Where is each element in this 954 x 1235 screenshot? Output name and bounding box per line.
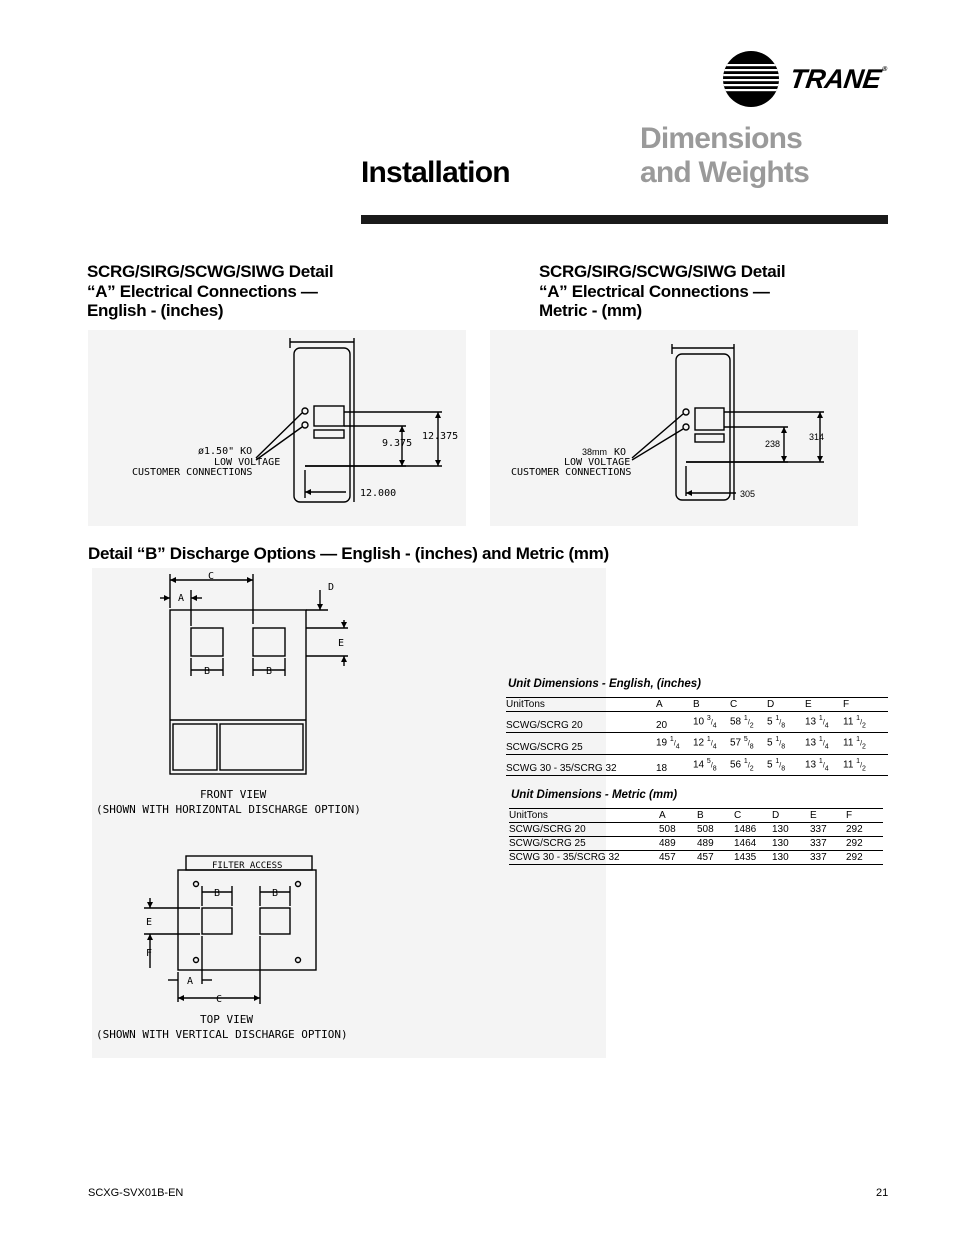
top-view-caption: TOP VIEW bbox=[200, 1013, 253, 1026]
figure-a-metric-title: SCRG/SIRG/SCWG/SIWG Detail “A” Electrical Connections — Metric - (mm) bbox=[539, 262, 786, 320]
table-cell: 130 bbox=[772, 838, 789, 849]
customer-connections-label: CUSTOMER CONNECTIONS bbox=[132, 467, 253, 478]
customer-connections-label: CUSTOMER CONNECTIONS bbox=[511, 467, 632, 478]
header-cell: F bbox=[843, 699, 850, 710]
low-voltage-label: LOW VOLTAGE bbox=[564, 457, 631, 468]
dim-bottom: 305 bbox=[740, 489, 756, 499]
table-cell: 337 bbox=[810, 838, 827, 849]
table-row bbox=[509, 837, 883, 851]
header-cell: F bbox=[846, 810, 853, 821]
header-cell: B bbox=[693, 699, 700, 710]
table-english-header-row bbox=[506, 698, 888, 712]
header-cell: UnitTons bbox=[506, 699, 545, 710]
figure-a-english-drawing bbox=[88, 330, 466, 526]
dim-outer: 314 bbox=[809, 432, 825, 442]
footer-page-number: 21 bbox=[876, 1187, 889, 1199]
table-cell: 57 $^5/_8$ bbox=[730, 736, 754, 751]
table-row bbox=[506, 754, 888, 775]
table-row bbox=[509, 851, 883, 865]
front-view-caption: FRONT VIEW bbox=[200, 788, 267, 801]
dim-inner: 238 bbox=[765, 439, 781, 449]
table-cell: 292 bbox=[846, 852, 863, 863]
header-cell: A bbox=[659, 810, 666, 821]
top-view-subcaption: (SHOWN WITH VERTICAL DISCHARGE OPTION) bbox=[96, 1028, 348, 1041]
chapter-title: Installation bbox=[361, 156, 510, 189]
header-cell: UnitTons bbox=[509, 810, 548, 821]
table-cell: 56 $^1/_2$ bbox=[730, 757, 754, 772]
table-cell: 12 $^1/_4$ bbox=[693, 736, 717, 751]
table-cell: 5 $^1/_8$ bbox=[767, 757, 786, 772]
table-cell: SCWG 30 - 35/SCRG 32 bbox=[509, 852, 620, 863]
top-label-e: E bbox=[146, 917, 153, 928]
ko-label: KO bbox=[614, 447, 627, 458]
dim-outer: 12.375 bbox=[422, 431, 459, 442]
front-label-e: E bbox=[338, 638, 345, 649]
header-cell: E bbox=[805, 699, 812, 710]
table-cell: 1486 bbox=[734, 824, 757, 835]
table-row bbox=[506, 733, 888, 754]
section-title: Dimensions and Weights bbox=[640, 122, 809, 189]
figure-b-title: Detail “B” Discharge Options — English - (inches) and Metric (mm) bbox=[88, 544, 609, 563]
table-cell: SCWG 30 - 35/SCRG 32 bbox=[506, 762, 617, 774]
figure-a-english-title: SCRG/SIRG/SCWG/SIWG Detail “A” Electrical Connections — English - (inches) bbox=[87, 262, 334, 320]
table-cell: SCWG/SCRG 25 bbox=[506, 741, 583, 753]
header-cell: E bbox=[810, 810, 817, 821]
table-cell: 11 $^1/_2$ bbox=[843, 757, 866, 772]
top-label-c: C bbox=[216, 994, 223, 1005]
table-cell: SCWG/SCRG 20 bbox=[506, 720, 583, 732]
figure-a-metric-drawing bbox=[490, 330, 858, 526]
table-cell: 58 $^1/_2$ bbox=[730, 715, 754, 730]
dim-bottom: 12.000 bbox=[360, 488, 397, 499]
table-english bbox=[506, 697, 888, 776]
table-cell: 130 bbox=[772, 824, 789, 835]
table-cell: 292 bbox=[846, 824, 863, 835]
table-cell: 18 bbox=[656, 762, 668, 774]
table-cell: 457 bbox=[697, 852, 714, 863]
table-cell: 11 $^1/_2$ bbox=[843, 736, 866, 751]
table-cell: 11 $^1/_2$ bbox=[843, 715, 866, 730]
header-cell: C bbox=[730, 699, 738, 710]
low-voltage-label: LOW VOLTAGE bbox=[214, 457, 281, 468]
table-cell: SCWG/SCRG 25 bbox=[509, 838, 586, 849]
table-cell: 489 bbox=[659, 838, 676, 849]
header-cell: D bbox=[767, 699, 775, 710]
table-cell: 1464 bbox=[734, 838, 757, 849]
table-cell: 337 bbox=[810, 824, 827, 835]
ko-size-label: 38mm bbox=[582, 447, 608, 457]
table-cell: 14 $^5/_8$ bbox=[693, 757, 717, 772]
table-cell: 5 $^1/_8$ bbox=[767, 736, 786, 751]
front-label-b2: B bbox=[266, 666, 273, 677]
table-cell: 489 bbox=[697, 838, 714, 849]
table-metric bbox=[509, 808, 883, 865]
front-label-d: D bbox=[328, 582, 335, 593]
table-cell: 1435 bbox=[734, 852, 757, 863]
table-row bbox=[506, 712, 888, 733]
table-cell: 13 $^1/_4$ bbox=[805, 715, 829, 730]
table-row bbox=[509, 823, 883, 837]
table-cell: 508 bbox=[697, 824, 714, 835]
front-view-subcaption: (SHOWN WITH HORIZONTAL DISCHARGE OPTION) bbox=[96, 803, 361, 816]
top-label-b1: B bbox=[214, 888, 221, 899]
header-cell: D bbox=[772, 810, 780, 821]
table-cell: 457 bbox=[659, 852, 676, 863]
table-cell: 337 bbox=[810, 852, 827, 863]
table-metric-caption: Unit Dimensions - Metric (mm) bbox=[511, 789, 678, 801]
header-cell: B bbox=[697, 810, 704, 821]
top-label-f: F bbox=[146, 948, 153, 959]
trane-logo-icon bbox=[722, 50, 780, 108]
table-cell: 508 bbox=[659, 824, 676, 835]
table-cell: 20 bbox=[656, 720, 668, 732]
ko-label: ø1.50" KO bbox=[198, 446, 253, 457]
table-cell: 292 bbox=[846, 838, 863, 849]
table-cell: 13 $^1/_4$ bbox=[805, 757, 829, 772]
brand-wordmark: TRANE® bbox=[787, 64, 888, 94]
front-label-c: C bbox=[208, 571, 215, 582]
table-cell: 19 $^1/_4$ bbox=[656, 736, 680, 751]
front-label-a: A bbox=[178, 593, 185, 604]
header-rule bbox=[361, 215, 888, 224]
table-cell: 5 $^1/_8$ bbox=[767, 715, 786, 730]
table-cell: SCWG/SCRG 20 bbox=[509, 824, 586, 835]
top-label-a: A bbox=[187, 976, 194, 987]
top-label-b2: B bbox=[272, 888, 279, 899]
header-cell: C bbox=[734, 810, 742, 821]
front-label-b1: B bbox=[204, 666, 211, 677]
footer-doc-number: SCXG-SVX01B-EN bbox=[88, 1187, 184, 1199]
header-cell: A bbox=[656, 699, 663, 710]
table-metric-header-row bbox=[509, 809, 883, 823]
table-cell: 13 $^1/_4$ bbox=[805, 736, 829, 751]
table-cell: 130 bbox=[772, 852, 789, 863]
table-cell: 10 $^3/_4$ bbox=[693, 715, 717, 730]
dim-inner: 9.375 bbox=[382, 438, 413, 449]
filter-access-label: FILTER ACCESS bbox=[212, 861, 283, 871]
table-english-caption: Unit Dimensions - English, (inches) bbox=[508, 678, 701, 690]
